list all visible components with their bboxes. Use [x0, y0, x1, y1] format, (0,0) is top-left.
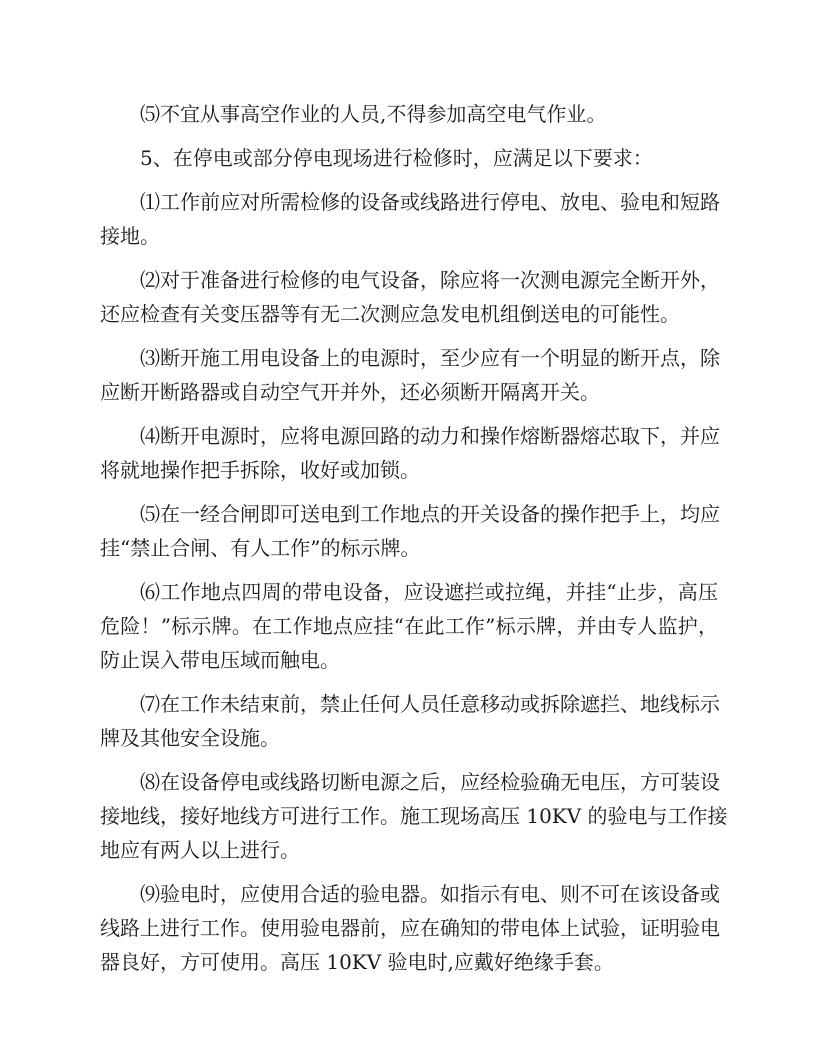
text-line: 防止误入带电压域而触电。	[100, 648, 340, 672]
document-page	[100, 97, 728, 989]
text-line: ⑹工作地点四周的带电设备，应设遮拦或拉绳，并挂“止步，高压	[140, 580, 718, 604]
text-line: ⑺在工作未结束前，禁止任何人员任意移动或拆除遮拦、地线标示	[140, 692, 720, 716]
text-line: 器良好，方可使用。高压 10KV 验电时,应戴好绝缘手套。	[100, 950, 614, 974]
text-line: 接地线，接好地线方可进行工作。施工现场高压 10KV 的验电与工作接	[100, 804, 728, 828]
text-line: ⑷断开电源时，应将电源回路的动力和操作熔断器熔芯取下，并应	[140, 424, 720, 448]
text-line: ⑴工作前应对所需检修的设备或线路进行停电、放电、验电和短路	[140, 190, 720, 214]
text-line: ⑸不宜从事高空作业的人员,不得参加高空电气作业。	[140, 102, 607, 126]
text-line: 牌及其他安全设施。	[100, 726, 280, 750]
paragraph	[100, 575, 718, 677]
paragraph	[100, 877, 718, 979]
paragraph	[100, 341, 718, 409]
text-line: 挂“禁止合闸、有人工作”的标示牌。	[100, 536, 421, 560]
text-line: ⑼验电时，应使用合适的验电器。如指示有电、则不可在该设备或	[140, 882, 720, 906]
text-line: 接地。	[100, 224, 160, 248]
paragraph	[100, 497, 718, 565]
text-line: 危险！”标示牌。在工作地点应挂“在此工作”标示牌，并由专人监护，	[100, 614, 718, 638]
text-line: ⑸在一经合闸即可送电到工作地点的开关设备的操作把手上，均应	[140, 502, 720, 526]
text-line: 应断开断路器或自动空气开并外，还必须断开隔离开关。	[100, 380, 600, 404]
text-line: ⑵对于准备进行检修的电气设备，除应将一次测电源完全断开外，	[140, 268, 720, 292]
text-line: ⑻在设备停电或线路切断电源之后，应经检验确无电压，方可装设	[140, 770, 720, 794]
paragraph	[100, 97, 718, 131]
text-line: ⑶断开施工用电设备上的电源时，至少应有一个明显的断开点，除	[140, 346, 720, 370]
paragraph	[100, 765, 728, 867]
paragraph	[100, 185, 718, 253]
text-line: 将就地操作把手拆除，收好或加锁。	[100, 458, 420, 482]
text-line: 地应有两人以上进行。	[100, 838, 300, 862]
text-line: 线路上进行工作。使用验电器前，应在确知的带电体上试验，证明验电	[100, 916, 720, 940]
paragraph	[100, 419, 718, 487]
paragraph	[100, 141, 718, 175]
paragraph	[100, 263, 718, 331]
text-line: 还应检查有关变压器等有无二次测应急发电机组倒送电的可能性。	[100, 302, 680, 326]
text-line: 5、在停电或部分停电现场进行检修时，应满足以下要求：	[140, 146, 653, 170]
paragraph	[100, 687, 718, 755]
